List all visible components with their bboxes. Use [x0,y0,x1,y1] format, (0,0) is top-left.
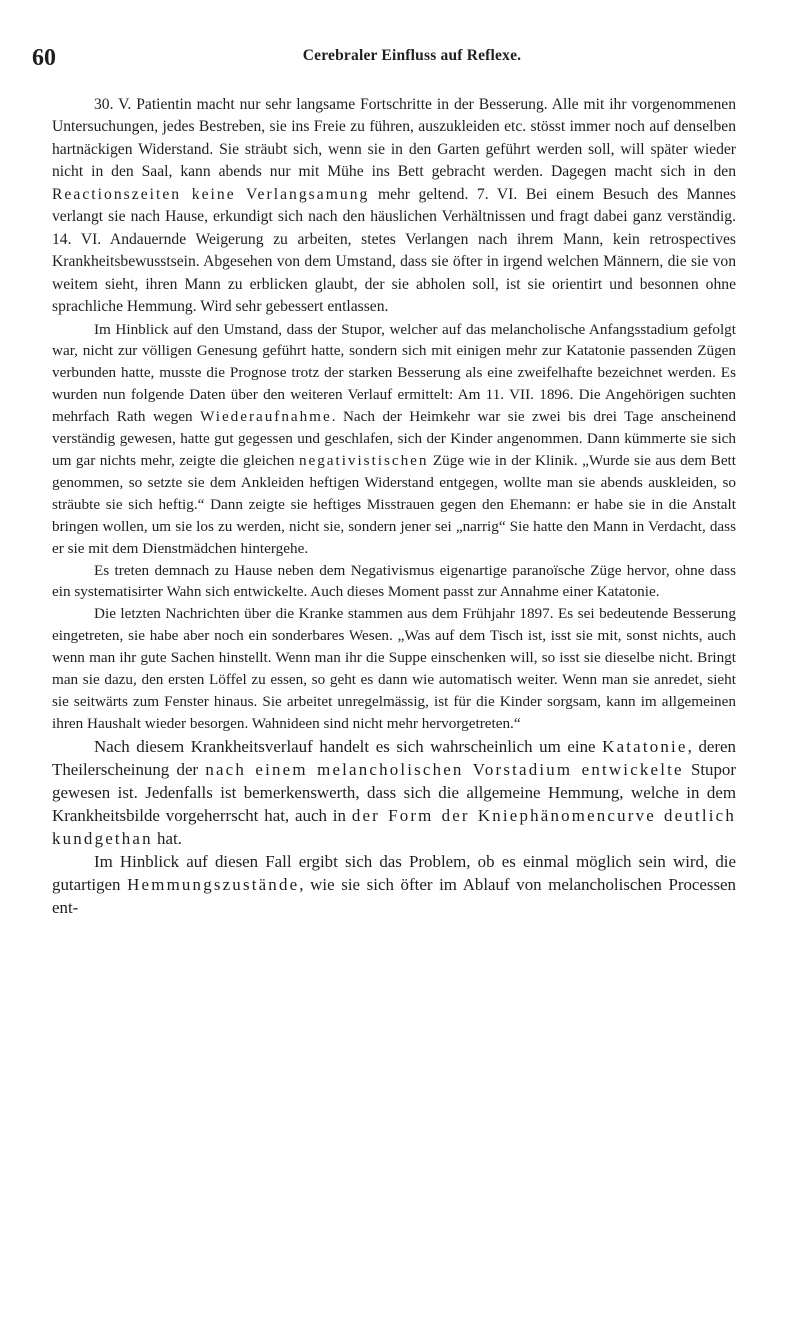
page-header [32,40,736,71]
paragraph-text: Nach diesem Krankheitsverlauf handelt es sich wahrscheinlich um eine [94,736,603,756]
emphasized-text: der Form der Kniephänomencurve deutlich kundgethan [52,806,736,849]
paragraph-text: Stupor gewesen ist. Jedenfalls ist bemerkenswerth, dass sich die allgemeine Hemmung, welche in dem Krankheitsbilde vorgeherrscht hat, auch in [52,759,736,826]
emphasized-text: negativistischen [298,451,429,469]
emphasized-text: nach einem melancholischen Vorstadium entwickelte [205,759,684,779]
paragraph-text: hat. [152,829,182,849]
paragraph-text: Im Hinblick auf diesen Fall ergibt sich das Problem, ob es einmal möglich sein wird, die gutartigen [52,852,736,895]
paragraph [52,735,736,850]
paragraph-text: 30. V. Patientin macht nur sehr langsame Fortschritte in der Besserung. Alle mit ihr vorgenommenen Untersuchungen, jedes Bestreben, sie ins Freie zu führen, auszukleiden etc. stösst immer noch auf denselben hartnäckigen Widerstand. Sie sträubt sich, wenn sie in den Garten geführt werden soll, will später wieder nicht in den Saal, kann abends nur mit Mühe ins Bett gebracht werden. Dagegen macht sich in den [52,96,736,181]
running-title: Cerebraler Einfluss auf Reflexe. [302,47,522,64]
paragraph-text: Im Hinblick auf den Umstand, dass der Stupor, welcher auf das melancholische Anfangsstadium gefolgt war, nicht zur völligen Genesung geführt hatte, sondern sich mit einigen mehr zur Katatonie passenden Zügen verbunden hatte, musste die Prognose trotz der starken Besserung als eine zweifelhafte bezeichnet werden. Es wurden nun folgende Daten über den weiteren Verlauf ermittelt: Am 11. VII. 1896. Die Angehörigen suchten mehrfach Rath wegen [52,320,736,426]
paragraph [52,94,736,319]
paragraph-text: , wie sie sich öfter im Ablauf von melancholischen Processen ent- [52,875,736,918]
body-text [52,94,736,920]
paragraph-text: Züge wie in der Klinik. „Wurde sie aus dem Bett genommen, so setzte sie dem Ankleiden heftigen Widerstand entgegen, wollte man sie abends auskleiden, so sträubte sie sich heftig.“ Dann zeigte sie heftiges Misstrauen gegen den Ehemann: er habe sie in die Anstalt bringen wollen, um sie los zu werden, nicht sie, sondern jener sei „narrig“ Sie hatte den Mann in Verdacht, dass er sie mit dem Dienstmädchen hintergehe. [52,451,736,557]
paragraph [52,319,736,560]
paragraph-text: . Nach der Heimkehr war sie zwei bis drei Tage anscheinend verständig gewesen, hatte gut gegessen und geschlafen, sich der Kinder angenommen. Dann kümmerte sie sich um gar nichts mehr, zeigte die gleichen [52,408,736,469]
book-page [32,40,736,918]
paragraph-text: , deren Theilerscheinung der [52,736,736,779]
emphasized-text: Hemmungszustände [127,875,300,895]
paragraph [52,603,736,734]
paragraph-text: Es treten demnach zu Hause neben dem Negativismus eigenartige paranoïsche Züge hervor, ohne dass ein systematisirter Wahn sich entwickelte. Auch dieses Moment passt zur Annahme einer Katatonie. [52,561,736,601]
paragraph [52,560,736,604]
emphasized-text: Katatonie [602,736,688,756]
paragraph [52,850,736,919]
emphasized-text: Reactionszeiten keine Verlangsamung [52,185,370,203]
paragraph-text: mehr geltend. 7. VI. Bei einem Besuch des Mannes verlangt sie nach Hause, erkundigt sich nach den häuslichen Verhältnissen und fragt dabei ganz verständig. 14. VI. Andauernde Weigerung zu arbeiten, stetes Verlangen nach ihrem Mann, kein retrospectives Krankheitsbewusstsein. Abgesehen von dem Umstand, dass sie öfter in irgend welchen Männern, die sie von weitem sieht, ihren Mann zu erblicken glaubt, der sie abholen soll, ist sie orientirt und besonnen ohne sprachliche Hemmung. Wird sehr gebessert entlassen. [52,185,736,316]
page-number: 60 [32,45,56,71]
paragraph-text: Die letzten Nachrichten über die Kranke stammen aus dem Frühjahr 1897. Es sei bedeutende Besserung eingetreten, sie habe aber noch ein sonderbares Wesen. „Was auf dem Tisch ist, isst sie mit, sonst nichts, auch wenn man ihr gute Sachen hinstellt. Wenn man ihr die Suppe einschenken will, so isst sie dieselbe nicht. Bringt man sie dazu, den ersten Löffel zu essen, so geht es dann wie automatisch weiter. Wenn man sie anredet, sieht sie seitwärts zum Fenster hinaus. Sie arbeitet unregelmässig, ist für die Kinder sorgsam, kann im allgemeinen ihren Haushalt wieder besorgen. Wahnideen sind nicht mehr hervorgetreten.“ [52,605,736,732]
emphasized-text: Wiederaufnahme [200,408,332,426]
